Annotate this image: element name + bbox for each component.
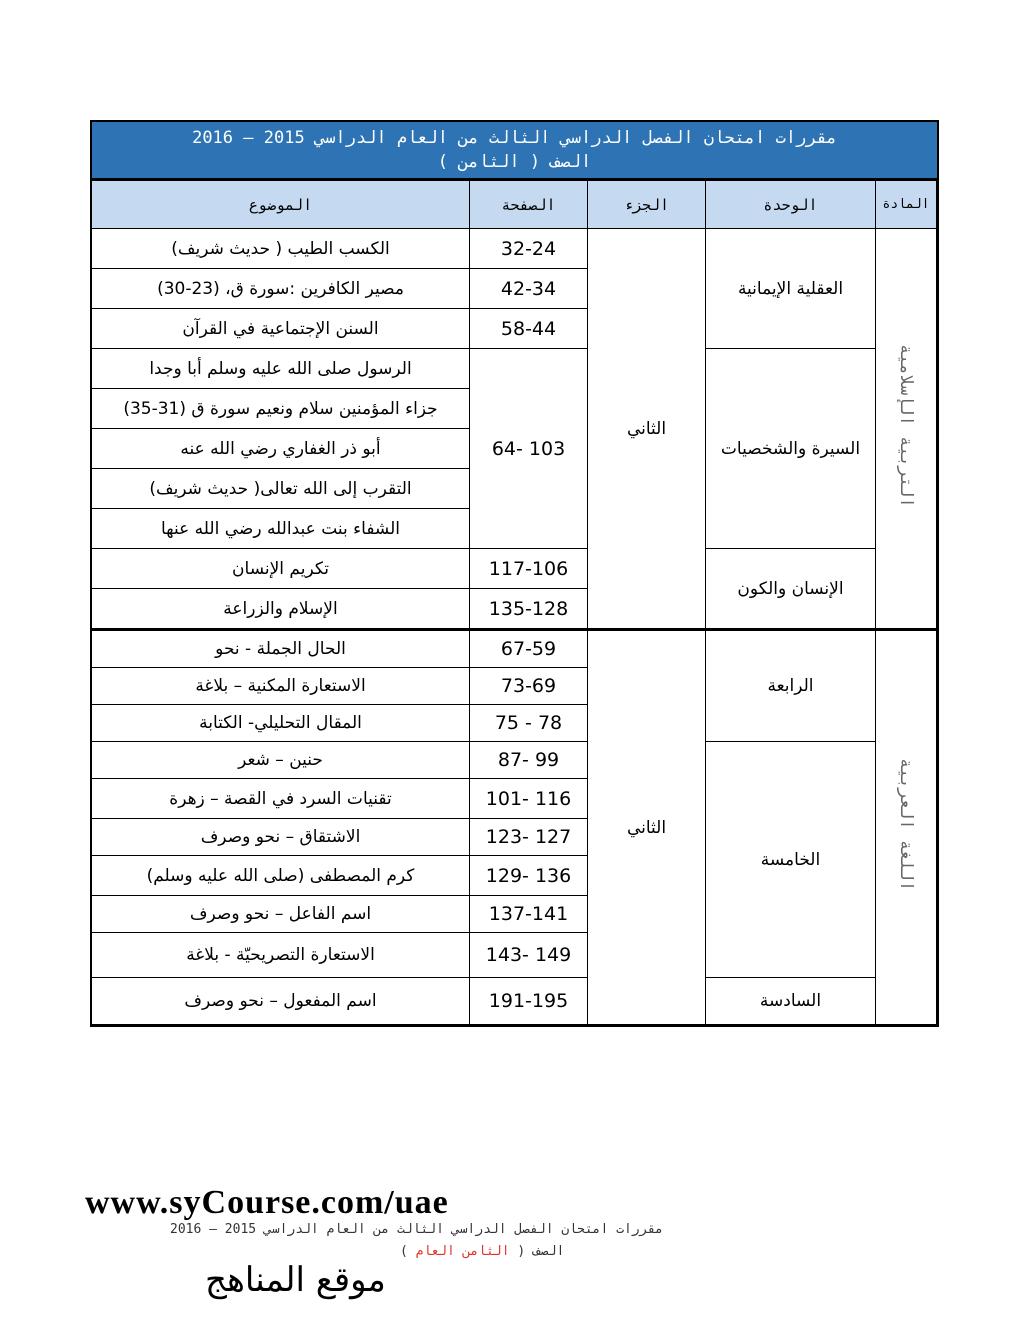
- topic-cell: الاستعارة المكنية – بلاغة: [92, 668, 470, 705]
- table-row: [92, 742, 937, 779]
- pages-cell: 101- 116: [470, 779, 588, 819]
- pages-cell: 42-34: [470, 269, 588, 309]
- table-row: [92, 349, 937, 389]
- subject-cell-arabic: [876, 630, 937, 1025]
- column-header-topic: الموضوع: [92, 181, 470, 229]
- pages-cell: 123- 127: [470, 819, 588, 856]
- pages-cell: 191-195: [470, 978, 588, 1025]
- unit-cell: السادسة: [706, 978, 876, 1025]
- pages-cell: 143- 149: [470, 933, 588, 978]
- column-header-pages: الصفحة: [470, 181, 588, 229]
- table-row: [92, 630, 937, 668]
- pages-cell: 58-44: [470, 309, 588, 349]
- topic-cell: الإسلام والزراعة: [92, 589, 470, 630]
- document-title-bar: [92, 122, 937, 180]
- document-subtitle: الصف ( الثامن ): [437, 152, 592, 172]
- topic-cell: الاشتقاق – نحو وصرف: [92, 819, 470, 856]
- pages-cell: 129- 136: [470, 856, 588, 896]
- topic-cell: الشفاء بنت عبدالله رضي الله عنها: [92, 509, 470, 549]
- topic-cell: كرم المصطفى (صلى الله عليه وسلم): [92, 856, 470, 896]
- subject-label: اللغة العربية: [896, 758, 916, 892]
- part-cell: الثاني: [588, 229, 706, 630]
- column-header-part: الجزء: [588, 181, 706, 229]
- footer-grade-highlight: الثامن العام: [415, 1244, 518, 1259]
- footer-grade-line: [400, 1244, 564, 1259]
- part-cell: الثاني: [588, 630, 706, 1025]
- pages-cell: 67-59: [470, 630, 588, 668]
- unit-cell: السيرة والشخصيات: [706, 349, 876, 549]
- topic-cell: أبو ذر الغفاري رضي الله عنه: [92, 429, 470, 469]
- topic-cell: الاستعارة التصريحيّة - بلاغة: [92, 933, 470, 978]
- pages-cell: 75 - 78: [470, 705, 588, 742]
- topic-cell: مصير الكافرين :سورة ق، (23-30): [92, 269, 470, 309]
- syllabus-table: [91, 180, 937, 1025]
- footer-title-line: مقررات امتحان الفصل الدراسي الثالث من العام الدراسي 2015 – 2016: [170, 1222, 664, 1237]
- topic-cell: الرسول صلى الله عليه وسلم أبا وجدا: [92, 349, 470, 389]
- subject-cell-islamic: [876, 229, 937, 630]
- pages-cell: 87- 99: [470, 742, 588, 779]
- topic-cell: تكريم الإنسان: [92, 549, 470, 589]
- subject-label: التربية الإسلامية: [896, 344, 916, 508]
- table-row: [92, 549, 937, 589]
- pages-cell: 73-69: [470, 668, 588, 705]
- footer-grade-prefix: الصف (: [517, 1244, 565, 1259]
- pages-cell: 117-106: [470, 549, 588, 589]
- topic-cell: التقرب إلى الله تعالى( حديث شريف): [92, 469, 470, 509]
- footer-site-url[interactable]: www.syCourse.com/uae: [85, 1184, 449, 1221]
- table-row: [92, 978, 937, 1025]
- topic-cell: اسم المفعول – نحو وصرف: [92, 978, 470, 1025]
- topic-cell: تقنيات السرد في القصة – زهرة: [92, 779, 470, 819]
- topic-cell: حنين – شعر: [92, 742, 470, 779]
- unit-cell: الإنسان والكون: [706, 549, 876, 630]
- topic-cell: السنن الإجتماعية في القرآن: [92, 309, 470, 349]
- topic-cell: اسم الفاعل – نحو وصرف: [92, 896, 470, 933]
- column-header-unit: الوحدة: [706, 181, 876, 229]
- topic-cell: الحال الجملة - نحو: [92, 630, 470, 668]
- topic-cell: المقال التحليلي- الكتابة: [92, 705, 470, 742]
- table-row: [92, 229, 937, 269]
- syllabus-document: [90, 120, 939, 1027]
- pages-cell: 135-128: [470, 589, 588, 630]
- pages-cell: 137-141: [470, 896, 588, 933]
- unit-cell: الخامسة: [706, 742, 876, 978]
- topic-cell: الكسب الطيب ( حديث شريف): [92, 229, 470, 269]
- pages-cell-merged: 64- 103: [470, 349, 588, 549]
- footer-grade-suffix: ): [400, 1244, 416, 1259]
- unit-cell: العقلية الإيمانية: [706, 229, 876, 349]
- column-header-subject: المادة: [876, 181, 937, 229]
- document-title: مقررات امتحان الفصل الدراسي الثالث من العام الدراسي 2015 – 2016: [192, 128, 837, 148]
- pages-cell: 32-24: [470, 229, 588, 269]
- unit-cell: الرابعة: [706, 630, 876, 742]
- topic-cell: جزاء المؤمنين سلام ونعيم سورة ق (31-35): [92, 389, 470, 429]
- table-header-row: [92, 181, 937, 229]
- footer-brand-logo: موقع المناهج: [205, 1260, 386, 1300]
